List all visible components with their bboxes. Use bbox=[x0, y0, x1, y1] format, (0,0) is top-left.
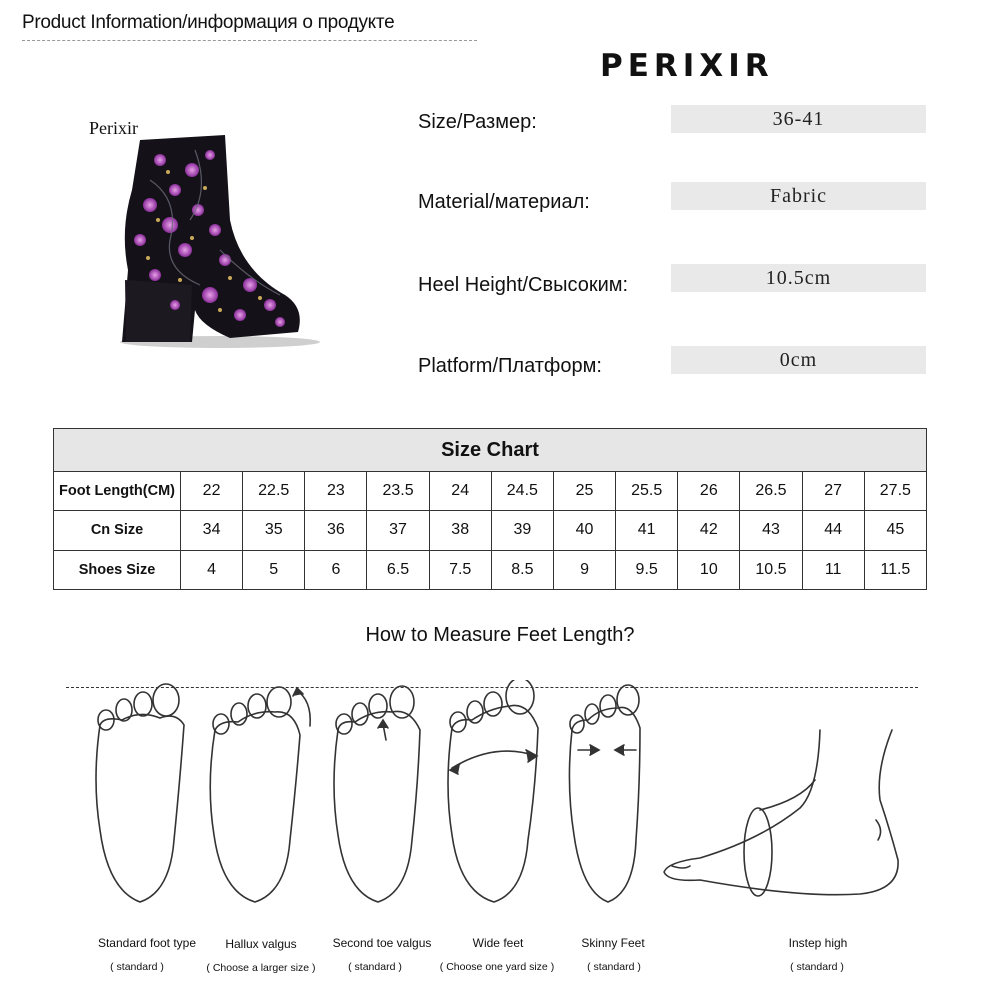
spec-heel-height-label: Heel Height/Свысоким: bbox=[418, 274, 629, 296]
table-cell: 6.5 bbox=[367, 550, 429, 589]
table-cell: 38 bbox=[429, 511, 491, 550]
foot-label-wide: Wide feet bbox=[472, 936, 524, 950]
table-cell: 10 bbox=[678, 550, 740, 589]
table-cell: 9.5 bbox=[616, 550, 678, 589]
table-cell: 22.5 bbox=[243, 472, 305, 511]
foot-instep-high-illustration bbox=[664, 730, 898, 896]
row-header-cn-size: Cn Size bbox=[54, 511, 181, 550]
brand-name: PERIXIR bbox=[600, 48, 774, 84]
table-cell: 44 bbox=[802, 511, 864, 550]
foot-skinny-illustration bbox=[569, 685, 640, 902]
table-cell: 8.5 bbox=[491, 550, 553, 589]
table-cell: 23.5 bbox=[367, 472, 429, 511]
product-image bbox=[80, 110, 320, 360]
spec-material-label: Material/материал: bbox=[418, 191, 590, 213]
table-cell: 42 bbox=[678, 511, 740, 550]
boot-brand-text: Perixir bbox=[89, 118, 138, 138]
table-row bbox=[54, 511, 927, 550]
size-chart-title: Size Chart bbox=[54, 429, 927, 472]
foot-label-second-toe-valgus: Second toe valgus bbox=[332, 936, 432, 950]
foot-second-toe-valgus-illustration bbox=[334, 686, 420, 902]
table-cell: 11 bbox=[802, 550, 864, 589]
table-cell: 7.5 bbox=[429, 550, 491, 589]
table-row bbox=[54, 472, 927, 511]
foot-note-second-toe-valgus: ( standard ) bbox=[348, 961, 402, 973]
measure-title: How to Measure Feet Length? bbox=[365, 624, 635, 646]
table-cell: 45 bbox=[864, 511, 926, 550]
spec-material-value: Fabric bbox=[671, 182, 926, 210]
header-title: Product Information/информация о продукте bbox=[22, 12, 395, 33]
table-cell: 6 bbox=[305, 550, 367, 589]
spec-heel-height-value: 10.5cm bbox=[671, 264, 926, 292]
table-cell: 27 bbox=[802, 472, 864, 511]
table-cell: 23 bbox=[305, 472, 367, 511]
foot-label-standard: Standard foot type bbox=[97, 936, 197, 950]
table-cell: 24.5 bbox=[491, 472, 553, 511]
feet-illustrations bbox=[0, 680, 1000, 910]
spec-size-value: 36-41 bbox=[671, 105, 926, 133]
row-header-foot-length: Foot Length(CM) bbox=[54, 472, 181, 511]
table-cell: 40 bbox=[553, 511, 615, 550]
table-cell: 9 bbox=[553, 550, 615, 589]
table-cell: 43 bbox=[740, 511, 802, 550]
table-cell: 26.5 bbox=[740, 472, 802, 511]
table-cell: 4 bbox=[181, 550, 243, 589]
table-cell: 41 bbox=[616, 511, 678, 550]
foot-note-skinny: ( standard ) bbox=[587, 961, 641, 973]
table-cell: 22 bbox=[181, 472, 243, 511]
foot-note-hallux-valgus: ( Choose a larger size ) bbox=[206, 962, 316, 974]
foot-label-instep-high: Instep high bbox=[788, 936, 848, 950]
foot-label-skinny: Skinny Feet bbox=[581, 936, 645, 950]
table-cell: 10.5 bbox=[740, 550, 802, 589]
spec-platform-value: 0cm bbox=[671, 346, 926, 374]
header-divider bbox=[22, 40, 477, 41]
table-cell: 34 bbox=[181, 511, 243, 550]
spec-size-label: Size/Размер: bbox=[418, 111, 537, 133]
spec-platform-label: Platform/Платформ: bbox=[418, 355, 602, 377]
table-cell: 24 bbox=[429, 472, 491, 511]
table-cell: 26 bbox=[678, 472, 740, 511]
table-cell: 37 bbox=[367, 511, 429, 550]
foot-hallux-valgus-illustration bbox=[210, 687, 310, 902]
table-cell: 5 bbox=[243, 550, 305, 589]
table-cell: 36 bbox=[305, 511, 367, 550]
foot-standard-illustration bbox=[96, 684, 184, 902]
table-cell: 11.5 bbox=[864, 550, 926, 589]
size-chart-table bbox=[53, 428, 927, 590]
foot-note-wide: ( Choose one yard size ) bbox=[439, 961, 555, 973]
foot-wide-illustration bbox=[448, 680, 538, 902]
foot-label-hallux-valgus: Hallux valgus bbox=[225, 937, 297, 951]
foot-note-instep-high: ( standard ) bbox=[790, 961, 844, 973]
table-row bbox=[54, 550, 927, 589]
table-cell: 27.5 bbox=[864, 472, 926, 511]
row-header-shoes-size: Shoes Size bbox=[54, 550, 181, 589]
table-cell: 25 bbox=[553, 472, 615, 511]
table-cell: 25.5 bbox=[616, 472, 678, 511]
table-cell: 39 bbox=[491, 511, 553, 550]
table-cell: 35 bbox=[243, 511, 305, 550]
foot-note-standard: ( standard ) bbox=[110, 961, 164, 973]
